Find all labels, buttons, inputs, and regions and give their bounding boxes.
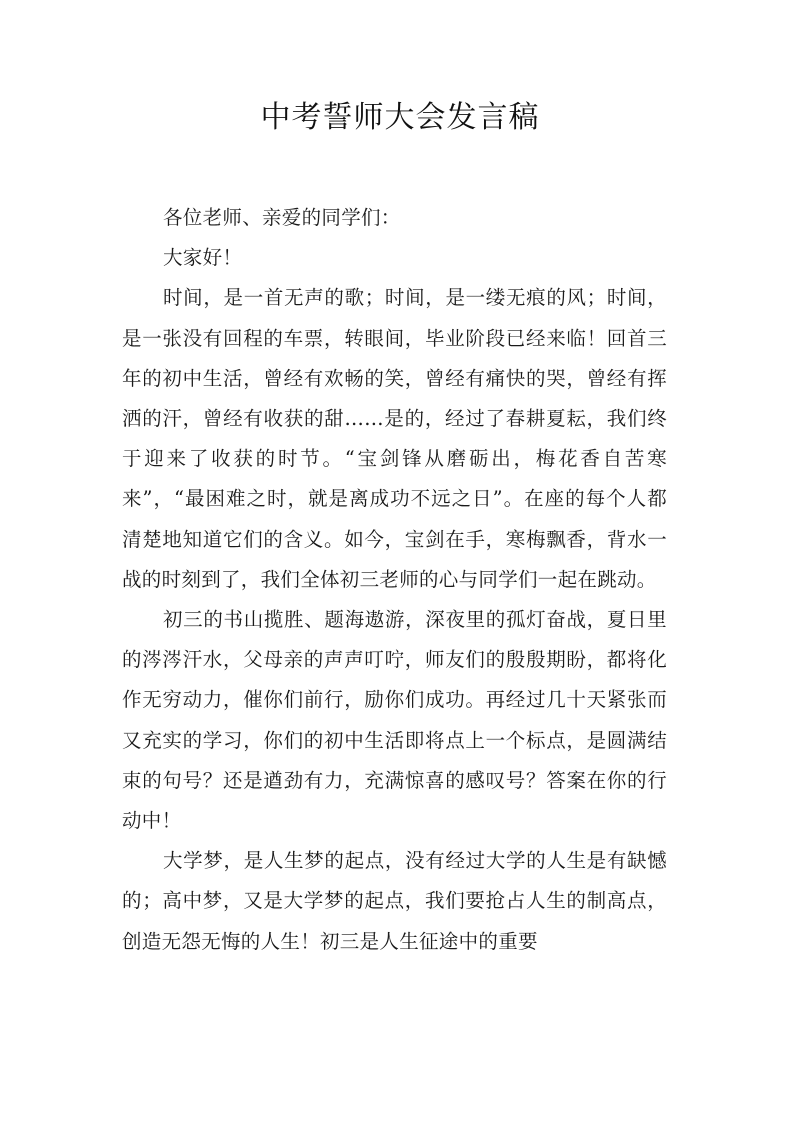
document-body xyxy=(122,198,667,962)
document-title: 中考誓师大会发言稿 xyxy=(260,100,540,135)
paragraph-greeting: 大家好！ xyxy=(163,246,243,270)
paragraph-university-dream: 大学梦，是人生梦的起点，没有经过大学的人生是有缺憾的；高中梦，又是大学梦的起点，我们要抢占人生的制高点，创造无怨无悔的人生！初三是人生征途中的重要 xyxy=(122,849,667,953)
paragraph-time: 时间，是一首无声的歌；时间，是一缕无痕的风；时间，是一张没有回程的车票，转眼间，毕业阶段已经来临！回首三年的初中生活，曾经有欢畅的笑，曾经有痛快的哭，曾经有挥洒的汗，曾经有收获的甜……是的，经过了春耕夏耘，我们终于迎来了收获的时节。“宝剑锋从磨砺出，梅花香自苦寒来”，“最困难之时，就是离成功不远之日”。在座的每个人都清楚地知道它们的含义。如今，宝剑在手，寒梅飘香，背水一战的时刻到了，我们全体初三老师的心与同学们一起在跳动。 xyxy=(122,286,667,591)
paragraph-salutation: 各位老师、亲爱的同学们： xyxy=(163,206,401,229)
paragraph-grade-three: 初三的书山揽胜、题海遨游，深夜里的孤灯奋战，夏日里的涔涔汗水，父母亲的声声叮咛，师友们的殷殷期盼，都将化作无穷动力，催你们前行，励你们成功。再经过几十天紧张而又充实的学习，你们的初中生活即将点上一个标点，是圆满结束的句号？还是遒劲有力，充满惊喜的感叹号？答案在你的行动中！ xyxy=(122,608,667,833)
